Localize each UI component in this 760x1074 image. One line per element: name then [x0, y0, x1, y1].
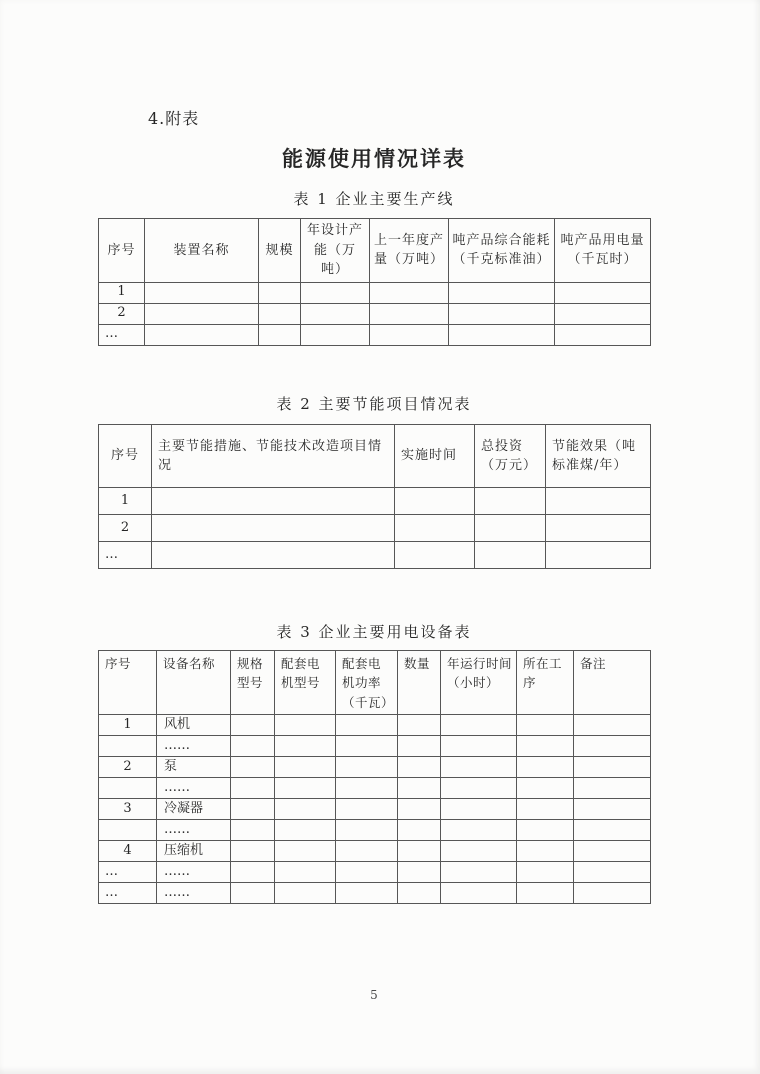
row-index-cell: … [99, 542, 152, 569]
th-annual-design-capacity: 年设计产能（万吨） [301, 219, 370, 283]
table-cell [275, 778, 336, 799]
table-cell [441, 883, 517, 904]
table-cell: 冷凝器 [157, 799, 231, 820]
table-row [99, 715, 651, 736]
table-cell: …… [157, 778, 231, 799]
table-cell [336, 883, 398, 904]
row-index-cell: … [99, 883, 157, 904]
table-cell [336, 757, 398, 778]
table-cell [259, 282, 301, 303]
table-cell [546, 542, 651, 569]
table-row [99, 799, 651, 820]
row-index-cell: 1 [99, 488, 152, 515]
table1-header-row [99, 219, 651, 283]
row-index-cell: 2 [99, 303, 145, 324]
row-index-cell: … [99, 324, 145, 345]
table-cell [336, 715, 398, 736]
table-cell [259, 303, 301, 324]
table-cell [449, 303, 555, 324]
th-motor-power: 配套电机功率（千瓦） [336, 651, 398, 715]
table-cell [475, 515, 546, 542]
table-cell [574, 715, 651, 736]
table-cell [275, 736, 336, 757]
table-cell [517, 778, 574, 799]
table-cell [275, 883, 336, 904]
table-cell [336, 862, 398, 883]
table-cell [449, 324, 555, 345]
th-energy-saving-effect: 节能效果（吨标准煤/年） [546, 425, 651, 488]
table-cell [231, 799, 275, 820]
table-cell [441, 778, 517, 799]
table-row [99, 515, 651, 542]
th-serial-number: 序号 [99, 219, 145, 283]
page-number: 5 [370, 988, 378, 1002]
th-motor-model: 配套电机型号 [275, 651, 336, 715]
table-cell [574, 799, 651, 820]
th-annual-operating-hours: 年运行时间（小时） [441, 651, 517, 715]
table-row [99, 488, 651, 515]
table-cell [574, 736, 651, 757]
th-energy-per-ton: 吨产品综合能耗（千克标准油） [449, 219, 555, 283]
table-cell: …… [157, 862, 231, 883]
table-cell [301, 303, 370, 324]
table-cell [555, 282, 651, 303]
table-row [99, 282, 651, 303]
table-cell [441, 715, 517, 736]
table-cell [398, 715, 441, 736]
table-cell: 压缩机 [157, 841, 231, 862]
table-cell [336, 736, 398, 757]
table-cell [231, 862, 275, 883]
row-index-cell: 1 [99, 715, 157, 736]
table-cell [517, 715, 574, 736]
table-cell [398, 736, 441, 757]
table-cell [449, 282, 555, 303]
table-cell [301, 324, 370, 345]
table3-header-row [99, 651, 651, 715]
table-cell [517, 757, 574, 778]
table-row [99, 778, 651, 799]
th-last-year-output: 上一年度产量（万吨） [370, 219, 449, 283]
table-cell [275, 820, 336, 841]
table-cell [574, 883, 651, 904]
table2-caption: 表 2 主要节能项目情况表 [276, 395, 472, 413]
table-cell [231, 715, 275, 736]
table-cell [574, 862, 651, 883]
row-index-cell: 4 [99, 841, 157, 862]
th-scale: 规模 [259, 219, 301, 283]
table-cell [336, 778, 398, 799]
table-cell [395, 542, 475, 569]
table-cell [145, 324, 259, 345]
table-production-lines [98, 218, 651, 346]
table-cell [441, 736, 517, 757]
table-cell [336, 820, 398, 841]
table-cell [398, 841, 441, 862]
table-cell [517, 736, 574, 757]
table-row [99, 303, 651, 324]
table-cell: …… [157, 820, 231, 841]
table-cell [231, 820, 275, 841]
table3-caption: 表 3 企业主要用电设备表 [276, 623, 472, 641]
row-index-cell: … [99, 862, 157, 883]
table-cell [152, 542, 395, 569]
table-cell [145, 282, 259, 303]
table-cell [441, 757, 517, 778]
table-cell [555, 303, 651, 324]
table-cell [517, 841, 574, 862]
table-cell [301, 282, 370, 303]
table-cell [152, 515, 395, 542]
table-cell [398, 862, 441, 883]
th-process: 所在工序 [517, 651, 574, 715]
table-cell [574, 820, 651, 841]
table-cell [398, 778, 441, 799]
th-quantity: 数量 [398, 651, 441, 715]
table-cell [517, 862, 574, 883]
table-cell [259, 324, 301, 345]
table-cell [275, 715, 336, 736]
table-cell [546, 488, 651, 515]
table-cell [546, 515, 651, 542]
table-cell [231, 841, 275, 862]
table-cell [275, 862, 336, 883]
th-serial-number: 序号 [99, 425, 152, 488]
table-row [99, 841, 651, 862]
table-row [99, 542, 651, 569]
th-device-name: 装置名称 [145, 219, 259, 283]
table-cell [441, 862, 517, 883]
table-row [99, 757, 651, 778]
table-cell [370, 282, 449, 303]
table-row [99, 820, 651, 841]
th-remarks: 备注 [574, 651, 651, 715]
table-row [99, 883, 651, 904]
section-label: 4.附表 [148, 109, 200, 128]
table-cell: 泵 [157, 757, 231, 778]
table2-header-row [99, 425, 651, 488]
table-row [99, 736, 651, 757]
row-index-cell [99, 736, 157, 757]
table-cell [441, 841, 517, 862]
table-cell [231, 757, 275, 778]
th-implementation-time: 实施时间 [395, 425, 475, 488]
table-cell [398, 799, 441, 820]
table-row [99, 324, 651, 345]
table-cell [517, 799, 574, 820]
th-total-investment: 总投资（万元） [475, 425, 546, 488]
table-cell [398, 757, 441, 778]
table-cell [574, 778, 651, 799]
table-cell [370, 324, 449, 345]
table-cell [555, 324, 651, 345]
th-serial-number: 序号 [99, 651, 157, 715]
table-cell [398, 883, 441, 904]
table-cell [395, 488, 475, 515]
th-spec-model: 规格型号 [231, 651, 275, 715]
row-index-cell: 2 [99, 515, 152, 542]
table-cell [145, 303, 259, 324]
table-cell [517, 883, 574, 904]
table-cell [475, 488, 546, 515]
row-index-cell: 1 [99, 282, 145, 303]
row-index-cell [99, 820, 157, 841]
table-cell [152, 488, 395, 515]
table-cell [231, 778, 275, 799]
table-cell [336, 799, 398, 820]
row-index-cell: 2 [99, 757, 157, 778]
table-cell: …… [157, 883, 231, 904]
table-row [99, 862, 651, 883]
table-cell [441, 820, 517, 841]
table-energy-saving-projects [98, 424, 651, 569]
table-cell [441, 799, 517, 820]
table-cell [517, 820, 574, 841]
table-cell [475, 542, 546, 569]
table-cell [275, 757, 336, 778]
row-index-cell [99, 778, 157, 799]
main-title: 能源使用情况详表 [282, 146, 466, 171]
table-cell [398, 820, 441, 841]
table-electrical-equipment [98, 650, 651, 904]
table-cell [231, 883, 275, 904]
row-index-cell: 3 [99, 799, 157, 820]
table-cell: …… [157, 736, 231, 757]
th-energy-saving-measures: 主要节能措施、节能技术改造项目情况 [152, 425, 395, 488]
table-cell [370, 303, 449, 324]
table-cell [275, 799, 336, 820]
table-cell [231, 736, 275, 757]
table-cell [275, 841, 336, 862]
table-cell: 风机 [157, 715, 231, 736]
table-cell [574, 757, 651, 778]
table-cell [395, 515, 475, 542]
th-electricity-per-ton: 吨产品用电量（千瓦时） [555, 219, 651, 283]
table-cell [336, 841, 398, 862]
table-cell [574, 841, 651, 862]
th-equipment-name: 设备名称 [157, 651, 231, 715]
table1-caption: 表 1 企业主要生产线 [293, 190, 455, 208]
